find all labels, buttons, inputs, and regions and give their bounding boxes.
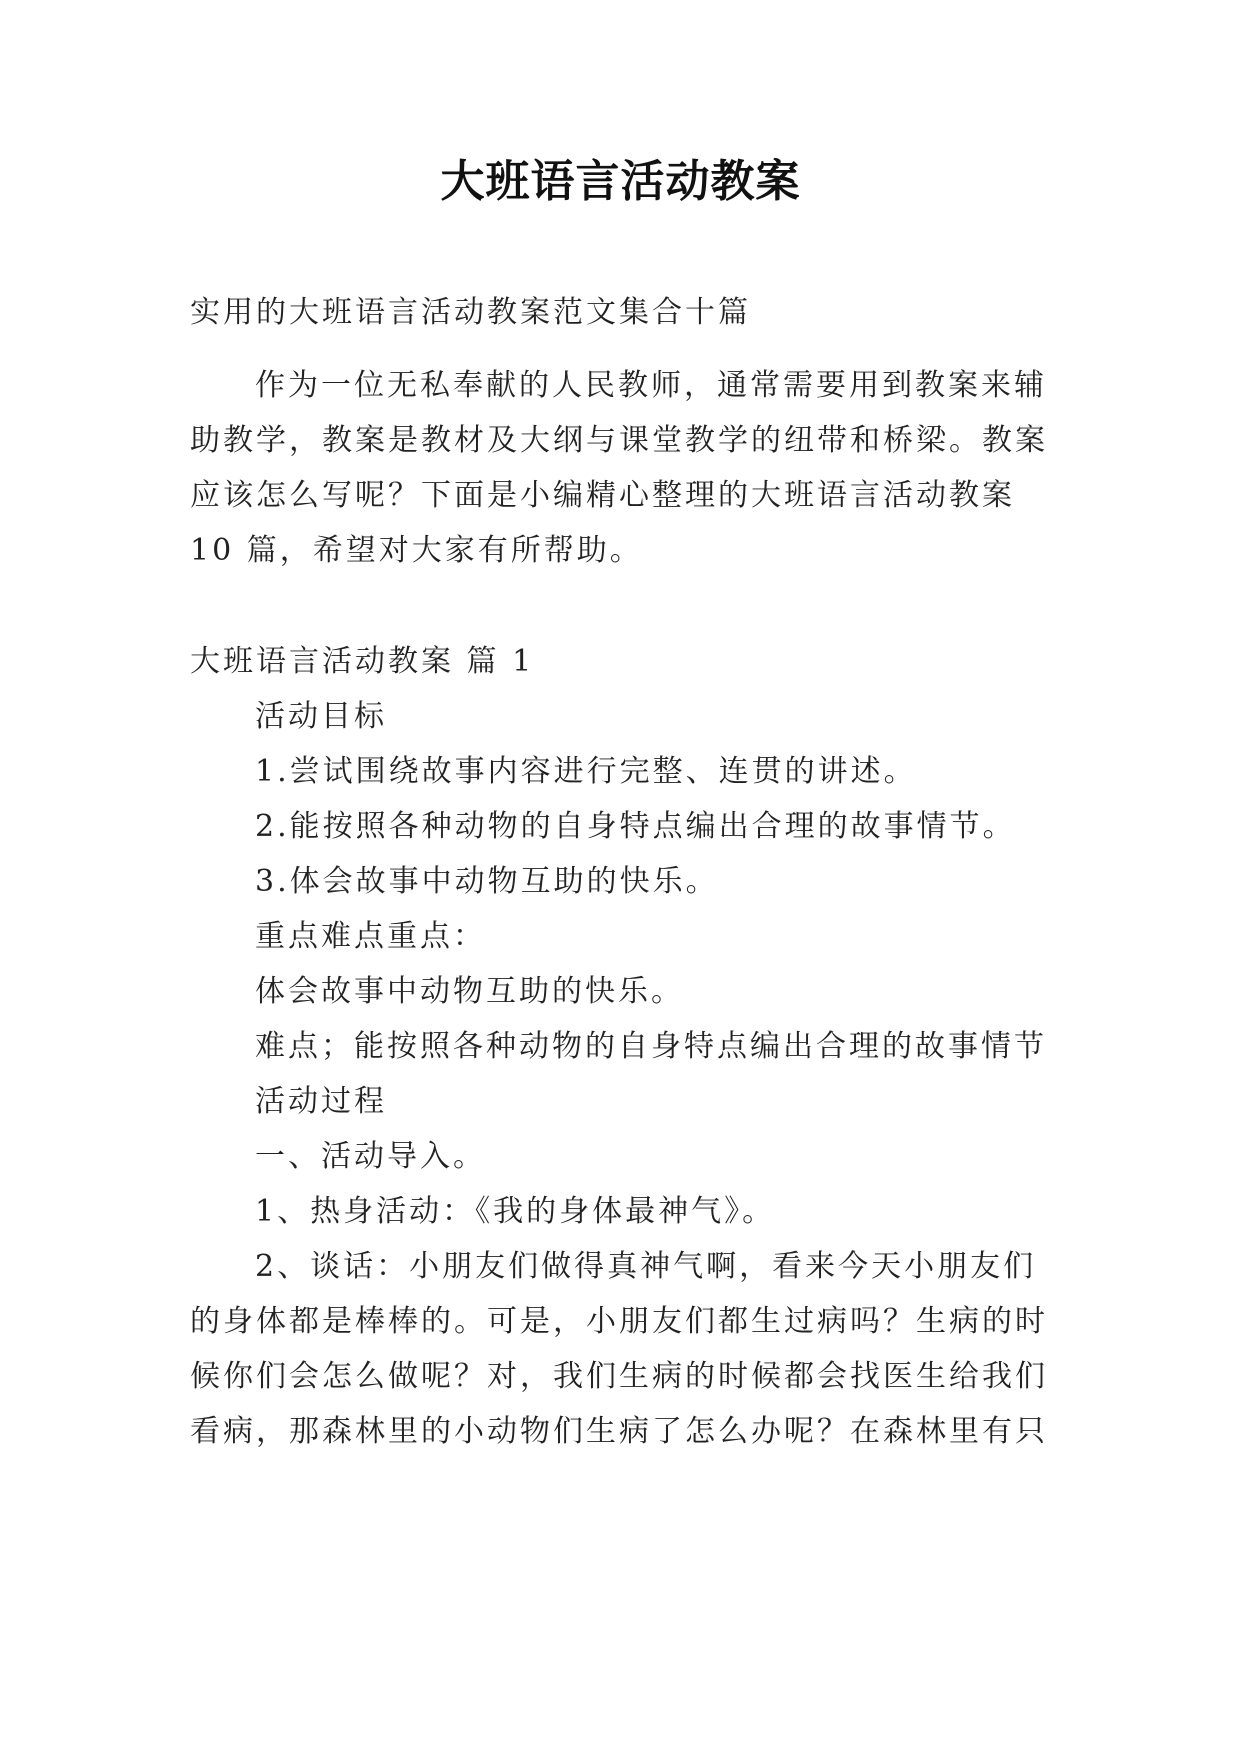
body-line: 难点；能按照各种动物的自身特点编出合理的故事情节 xyxy=(255,1029,1047,1064)
body-line: 1、热身活动：《我的身体最神气》。 xyxy=(255,1194,776,1229)
body-line: 活动目标 xyxy=(255,699,387,734)
body-line: 2.能按照各种动物的自身特点编出合理的故事情节。 xyxy=(255,809,1016,844)
intro-line: 10 篇，希望对大家有所帮助。 xyxy=(190,533,643,568)
body-line: 体会故事中动物互助的快乐。 xyxy=(255,974,684,1009)
body-line: 重点难点重点： xyxy=(255,919,486,954)
document-subtitle: 实用的大班语言活动教案范文集合十篇 xyxy=(190,295,751,330)
body-line: 一、活动导入。 xyxy=(255,1139,486,1174)
body-line: 1.尝试围绕故事内容进行完整、连贯的讲述。 xyxy=(255,754,917,789)
section-heading: 大班语言活动教案 篇 1 xyxy=(190,644,535,679)
body-line: 活动过程 xyxy=(255,1084,387,1119)
document-title: 大班语言活动教案 xyxy=(440,156,801,207)
continuation-line: 的身体都是棒棒的。可是，小朋友们都生过病吗？生病的时 xyxy=(190,1304,1048,1339)
continuation-line: 候你们会怎么做呢？对，我们生病的时候都会找医生给我们 xyxy=(190,1359,1048,1394)
intro-line: 应该怎么写呢？下面是小编精心整理的大班语言活动教案 xyxy=(190,478,1015,513)
body-line: 2、谈话：小朋友们做得真神气啊，看来今天小朋友们 xyxy=(255,1249,1037,1284)
body-line: 3.体会故事中动物互助的快乐。 xyxy=(255,864,719,899)
intro-line: 助教学，教案是教材及大纲与课堂教学的纽带和桥梁。教案 xyxy=(190,423,1048,458)
intro-line: 作为一位无私奉献的人民教师，通常需要用到教案来辅 xyxy=(255,368,1047,403)
continuation-line: 看病，那森林里的小动物们生病了怎么办呢？在森林里有只 xyxy=(190,1414,1048,1449)
